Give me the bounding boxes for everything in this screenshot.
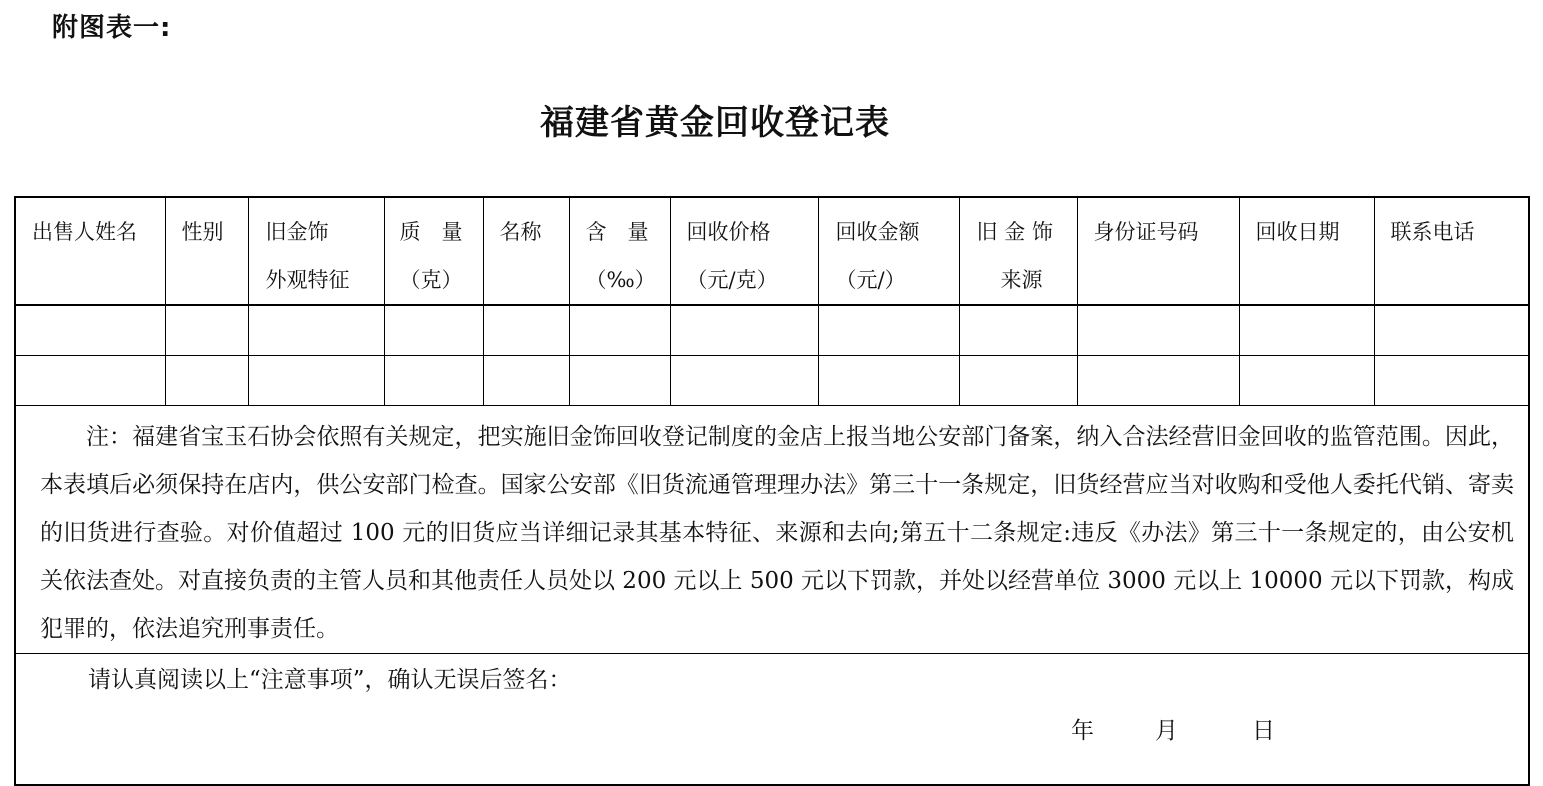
column-header: 质 量 （克）	[384, 197, 483, 305]
blank-cell[interactable]	[1374, 305, 1529, 356]
column-header: 回收金额 （元/）	[818, 197, 959, 305]
date-month-label: 月	[1155, 718, 1178, 744]
form-title: 福建省黄金回收登记表	[540, 103, 890, 143]
table-row	[15, 356, 1529, 406]
signature-prompt: 请认真阅读以上“注意事项”，确认无误后签名：	[88, 667, 572, 693]
signature-row	[15, 654, 1529, 786]
blank-cell[interactable]	[1239, 356, 1374, 406]
table-header-row	[15, 197, 1529, 305]
date-year-label: 年	[1071, 718, 1094, 744]
blank-cell[interactable]	[15, 305, 165, 356]
column-header: 身份证号码	[1077, 197, 1239, 305]
blank-cell[interactable]	[1077, 305, 1239, 356]
blank-cell[interactable]	[248, 356, 384, 406]
column-header: 性别	[165, 197, 248, 305]
column-header: 回收价格 （元/克）	[670, 197, 818, 305]
blank-cell[interactable]	[569, 356, 670, 406]
blank-cell[interactable]	[165, 356, 248, 406]
blank-cell[interactable]	[818, 305, 959, 356]
blank-cell[interactable]	[483, 356, 569, 406]
column-header: 含 量 （‰）	[569, 197, 670, 305]
appendix-label: 附图表一:	[52, 13, 172, 43]
note-row	[15, 406, 1529, 654]
column-header: 回收日期	[1239, 197, 1374, 305]
column-header: 联系电话	[1374, 197, 1529, 305]
blank-cell[interactable]	[670, 305, 818, 356]
table-row	[15, 305, 1529, 356]
date-day-label: 日	[1252, 718, 1275, 744]
note-cell	[15, 406, 1529, 654]
blank-cell[interactable]	[959, 356, 1077, 406]
blank-cell[interactable]	[248, 305, 384, 356]
blank-cell[interactable]	[384, 356, 483, 406]
blank-cell[interactable]	[384, 305, 483, 356]
blank-cell[interactable]	[1374, 356, 1529, 406]
blank-cell[interactable]	[569, 305, 670, 356]
registration-table	[14, 196, 1530, 786]
blank-cell[interactable]	[15, 356, 165, 406]
blank-cell[interactable]	[818, 356, 959, 406]
blank-cell[interactable]	[165, 305, 248, 356]
blank-cell[interactable]	[483, 305, 569, 356]
blank-cell[interactable]	[1077, 356, 1239, 406]
column-header: 旧 金 饰 来源	[959, 197, 1077, 305]
column-header: 出售人姓名	[15, 197, 165, 305]
blank-cell[interactable]	[670, 356, 818, 406]
signature-cell[interactable]	[15, 654, 1529, 786]
blank-cell[interactable]	[1239, 305, 1374, 356]
blank-cell[interactable]	[959, 305, 1077, 356]
note-text: 注：福建省宝玉石协会依照有关规定，把实施旧金饰回收登记制度的金店上报当地公安部门备案，纳入合法经营旧金回收的监管范围。因此，本表填后必须保持在店内，供公安部门检查。国家公安部《旧货流通管理理办法》第三十一条规定，旧货经营应当对收购和受他人委托代销、寄卖的旧货进行查验。对价值超过 100 元的旧货应当详细记录其基本特征、来源和去向;第五十二条规定:违反《办法》第三十一条规定的，由公安机关依法查处。对直接负责的主管人员和其他责任人员处以 200 元以上 500 元以下罚款，并处以经营单位 3000 元以上 10000 元以下罚款，构成犯罪的，依法追究刑事责任。	[40, 424, 1514, 642]
column-header: 名称	[483, 197, 569, 305]
date-line	[16, 700, 1528, 760]
column-header: 旧金饰 外观特征	[248, 197, 384, 305]
